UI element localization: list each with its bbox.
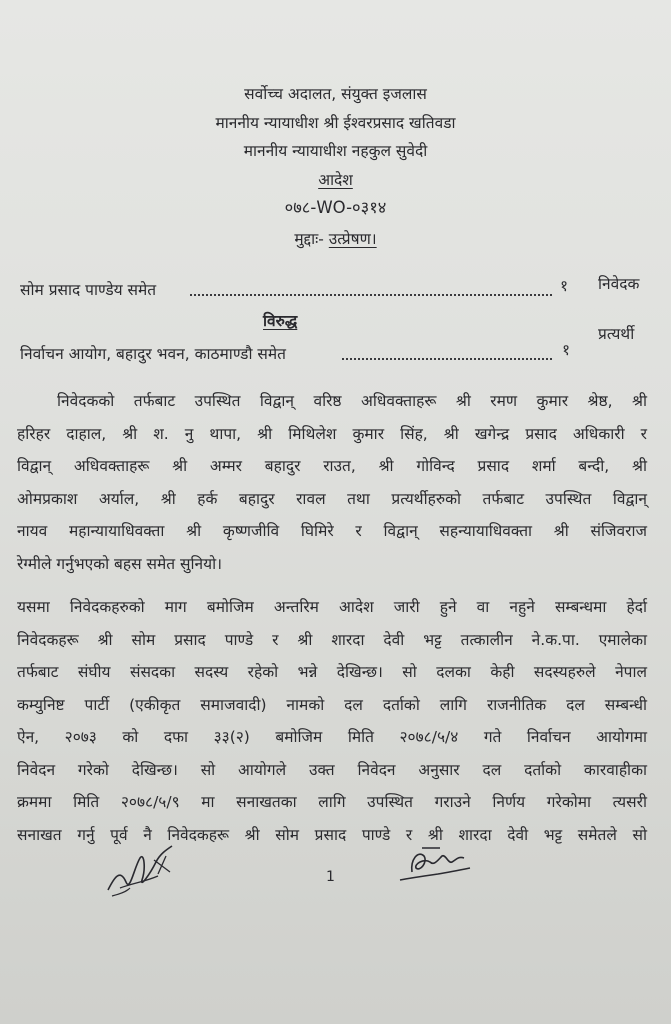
page-number: 1 [326,869,335,885]
petitioner-row [20,275,660,300]
dotted-leader [342,342,552,360]
petitioner-count: १ [560,277,569,295]
respondent-name: निर्वाचन आयोग, बहादुर भवन, काठमाण्डौ समेत [20,345,286,363]
paragraph-line: कम्युनिष्ट पार्टी (एकीकृत समाजवादी) नामको दल दर्ताको लागि राजनीतिक दल सम्बन्धी [17,695,647,714]
paragraph-hearing [17,385,647,580]
paragraph-line: सनाखत गर्नु पूर्व नै निवेदकहरू श्री सोम प्रसाद पाण्डे र श्री शारदा देवी भट्ट समेतले सो [17,825,647,844]
dotted-leader [190,278,552,296]
respondent-role: प्रत्यर्थी [598,325,635,343]
paragraph-line: नायव महान्यायाधिवक्ता श्री कृष्णजीवि घिमिरे र विद्वान् सहन्यायाधिवक्ता श्री संजिवराज [17,522,647,540]
versus-heading: विरुद्ध [263,312,298,330]
signature-left [100,838,180,900]
respondent-count: १ [562,341,571,359]
respondent-row [20,325,660,364]
document-type: आदेश [318,171,353,189]
case-subject [0,229,671,249]
paragraph-line: निवेदकको तर्फबाट उपस्थित विद्वान् वरिष्ठ अधिवक्ताहरू श्री रमण कुमार श्रेष्ठ, श्री [57,392,647,410]
petitioner-name: सोम प्रसाद पाण्डेय समेत [20,281,157,299]
paragraph-line: यसमा निवेदकहरुको माग बमोजिम अन्तरिम आदेश जारी हुने वा नहुने सम्बन्धमा हेर्दा [17,598,647,616]
paragraph-line: रेग्मीले गर्नुभएको बहस समेत सुनियो। [17,554,223,573]
judge-name-1: माननीय न्यायाधीश श्री ईश्वरप्रसाद खतिवडा [215,114,456,132]
paragraph-line: ऐन, २०७३ को दफा ३३(२) बमोजिम मिति २०७८/५/४ गते निर्वाचन आयोगमा [17,728,647,746]
paragraph-line: ओमप्रकाश अर्याल, श्री हर्क बहादुर रावल तथा प्रत्यर्थीहरुको तर्फबाट उपस्थित विद्वान् [17,489,647,508]
paragraph-line: हरिहर दाहाल, श्री श. नु थापा, श्री मिथिलेश कुमार सिंह, श्री खगेन्द्र प्रसाद अधिकारी र [17,424,647,443]
subject-value: उत्प्रेषण। [328,230,377,248]
case-number: ०७८-WO-०३१४ [284,198,387,217]
paragraph-line: निवेदकहरू श्री सोम प्रसाद पाण्डे र श्री शारदा देवी भट्ट तत्कालीन ने.क.पा. एमालेका [17,630,647,649]
subject-label: मुद्दाः- [294,230,324,248]
court-name: सर्वोच्च अदालत, संयुक्त इजलास [244,85,427,103]
paragraph-order [17,591,647,851]
signature-right [394,842,474,888]
paragraph-line: तर्फबाट संघीय संसदका सदस्य रहेको भन्ने देखिन्छ। सो दलका केही सदस्यहरुले नेपाल [17,663,647,681]
paragraph-line: विद्वान् अधिवक्ताहरू श्री अम्मर बहादुर राउत, श्री गोविन्द प्रसाद शर्मा बन्दी, श्री [17,457,647,475]
judge-name-2: माननीय न्यायाधीश नहकुल सुवेदी [243,142,428,160]
paragraph-line: क्रममा मिति २०७८/५/९ मा सनाखतका लागि उपस्थित गराउने निर्णय गरेकोमा त्यसरी [17,793,647,811]
paragraph-line: निवेदन गरेको देखिन्छ। सो आयोगले उक्त निवेदन अनुसार दल दर्ताको कारवाहीका [17,760,647,779]
petitioner-role: निवेदक [598,275,640,293]
